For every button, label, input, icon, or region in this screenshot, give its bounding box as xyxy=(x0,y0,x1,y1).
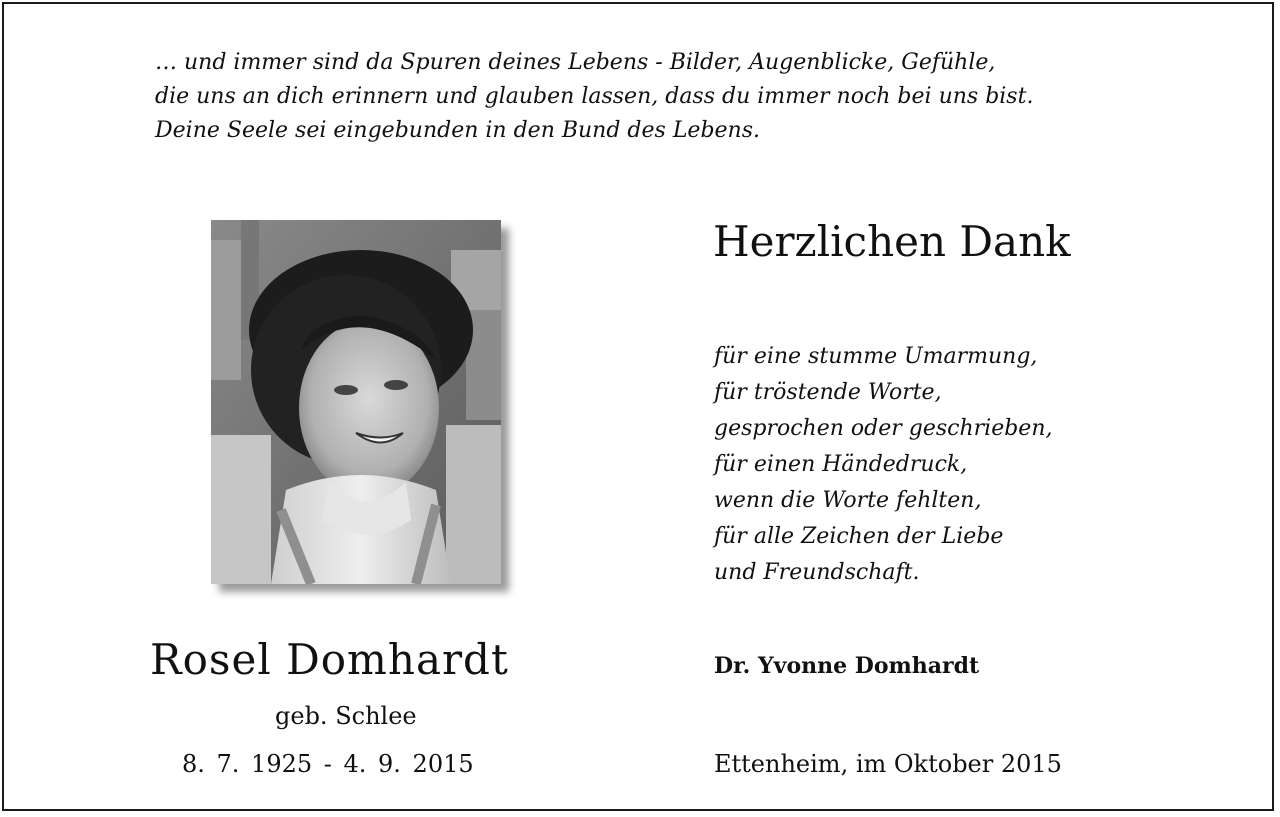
quote-line: die uns an dich erinnern und glauben lassen, dass du immer noch bei uns bist. xyxy=(155,84,1034,109)
birth-name: geb. Schlee xyxy=(275,702,417,730)
quote-line: … und immer sind da Spuren deines Lebens - Bilder, Augenblicke, Gefühle, xyxy=(155,50,996,75)
thanks-line: und Freundschaft. xyxy=(714,560,920,585)
thanks-line: gesprochen oder geschrieben, xyxy=(714,416,1053,441)
thanks-line: für alle Zeichen der Liebe xyxy=(714,524,1004,549)
thanks-line: für tröstende Worte, xyxy=(714,380,942,405)
thanks-line: für eine stumme Umarmung, xyxy=(714,344,1038,369)
portrait-illustration xyxy=(211,220,501,584)
place-and-date: Ettenheim, im Oktober 2015 xyxy=(714,750,1062,778)
quote-line: Deine Seele sei eingebunden in den Bund des Lebens. xyxy=(155,118,760,143)
thanks-line: für einen Händedruck, xyxy=(714,452,968,477)
portrait-photo xyxy=(211,220,501,584)
thanks-text xyxy=(714,339,1194,591)
memorial-quote xyxy=(155,46,1155,148)
life-dates: 8. 7. 1925 - 4. 9. 2015 xyxy=(182,750,474,778)
deceased-name: Rosel Domhardt xyxy=(150,635,509,684)
thanks-heading: Herzlichen Dank xyxy=(713,217,1071,266)
thanks-line: wenn die Worte fehlten, xyxy=(714,488,982,513)
signer-name: Dr. Yvonne Domhardt xyxy=(714,653,980,679)
